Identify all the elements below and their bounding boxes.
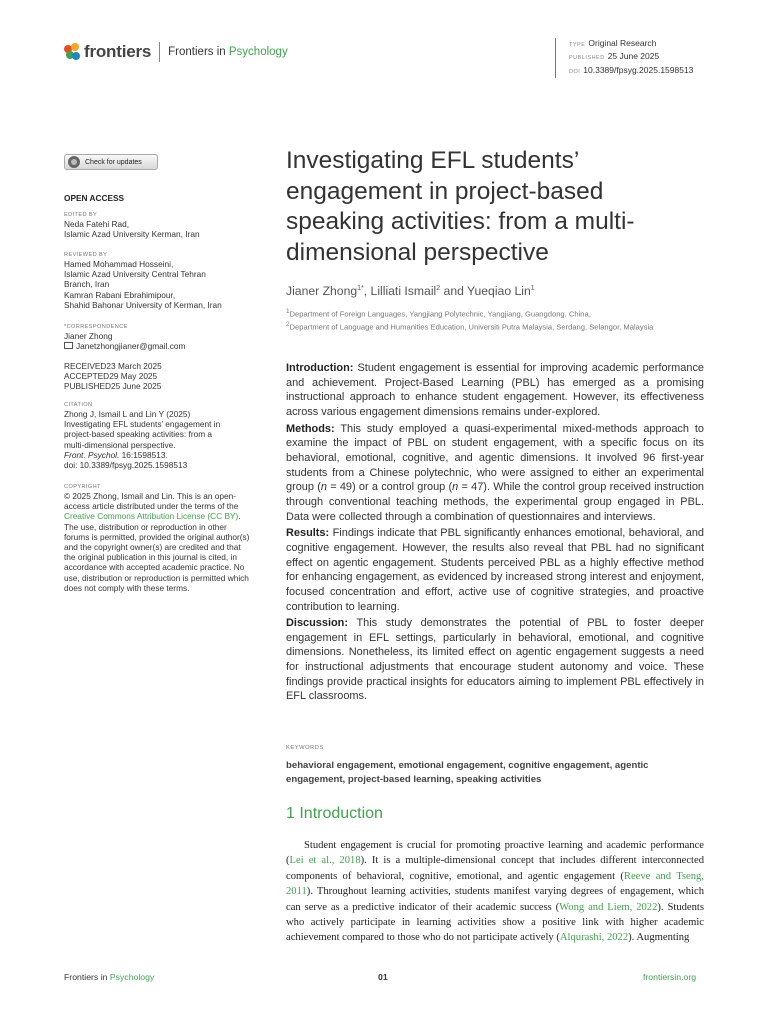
- email-icon: [64, 342, 73, 349]
- keywords: behavioral engagement, emotional engagement, cognitive engagement, agentic engagement, project-based learning, speaking activities: [286, 760, 649, 785]
- section-heading: 1 Introduction: [286, 805, 383, 822]
- check-for-updates-button[interactable]: Check for updates: [64, 154, 158, 170]
- abstract-discussion: Discussion: This study demonstrates the potential of PBL to foster deeper engagement in EFL settings, particularly in behavioral, emotional, and cognitive dimensions. Nonetheless, its limited effect on agentic engagement suggests a need for instructional adjustments that encourage student autonomy and voice. These findings provide practical insights for educators aiming to implement PBL effectively in EFL classrooms.: [286, 617, 704, 703]
- logo-divider: [159, 42, 160, 62]
- published-date: 25 June 2025: [607, 51, 660, 62]
- article-type: Original Research: [588, 38, 657, 48]
- reference-link[interactable]: Alqurashi, 2022: [559, 932, 629, 944]
- citation: CITATION Zhong J, Ismail L and Lin Y (2025) Investigating EFL students’ engagement in project-based speaking activities: from a multi-dimensional perspective. Front. Psychol. 16:1598513. doi: 10.3389/fpsyg.2025.1598513: [64, 401, 254, 470]
- citation-doi[interactable]: doi: 10.3389/fpsyg.2025.1598513: [64, 460, 188, 471]
- body-paragraph: Student engagement is crucial for promoting proactive learning and academic performance (Lei et al., 2018). It is a multiple-dimensional concept that includes different interconnected components of behavioral, cognitive, emotional, and agentic engagement (Reeve and Tseng, 2011). Throughout learning activities, students manifest varying degrees of engagement, which can serve as a predictive indicator of their academic success (Wong and Liem, 2022). Students who actively participate in learning activities show a positive link with higher academic achievement compared to those who do not participate actively (Alqurashi, 2022). Augmenting: [286, 840, 704, 944]
- article-meta: TYPE Original Research PUBLISHED 25 June 2025 DOI 10.3389/fpsyg.2025.1598513: [555, 38, 693, 78]
- affiliations: $^1$Department of Foreign Languages, Yangjiang Polytechnic, Yangjiang, Guangdong, China, $^2$Department of Language and Humanities Education, Universiti Putra Malaysia, Serdang, Selangor, Malaysia: [286, 308, 654, 332]
- reference-link[interactable]: Lei et al., 2018: [289, 855, 361, 867]
- update-check-icon: [68, 156, 80, 168]
- abstract-results: Results: Findings indicate that PBL significantly enhances emotional, behavioral, and cognitive engagement. However, the results also reveal that PBL had no significant effect on agentic engagement. Students perceived PBL as a highly effective method for enhancing engagement, as evidenced by increased strong interest and enjoyment, focused concentration and effort, active use of cognitive strategies, and proactive contribution to learning.: [286, 527, 704, 613]
- logo-wordmark: frontiers: [84, 42, 152, 61]
- footer-site-link[interactable]: frontiersin.org: [643, 972, 697, 982]
- author-name[interactable]: Jianer Zhong: [286, 284, 358, 298]
- correspondence: *CORRESPONDENCE Jianer Zhong Janetzhongjianer@gmail.com: [64, 324, 186, 352]
- reviewed-by: REVIEWED BY Hamed Mohammad Hosseini, Islamic Azad University Central Tehran Branch, Iran Kamran Rabani Ebrahimipour, Shahid Bahonar University of Kerman, Iran: [64, 252, 222, 310]
- article-title: Investigating EFL students’ engagement in project-based speaking activities: from a multi-dimensional perspective: [286, 147, 635, 266]
- keywords-label: KEYWORDS: [286, 745, 324, 751]
- history-dates: RECEIVED23 March 2025 ACCEPTED29 May 2025 PUBLISHED25 June 2025: [64, 361, 162, 392]
- author-name[interactable]: Yueqiao Lin: [467, 284, 531, 298]
- page-number: 01: [378, 972, 388, 982]
- open-access-label: OPEN ACCESS: [64, 193, 125, 203]
- author-list: Jianer Zhong$^{1*}$, Lilliati Ismail$^2$ and Yueqiao Lin$^1$: [286, 284, 535, 298]
- cc-license-link[interactable]: Creative Commons Attribution License (CC BY): [64, 511, 239, 522]
- reference-link[interactable]: Wong and Liem, 2022: [559, 901, 658, 913]
- journal-name[interactable]: Frontiers in Psychology: [168, 46, 288, 58]
- reference-link[interactable]: Reeve and Tseng, 2011: [286, 870, 704, 898]
- abstract-introduction: Introduction: Student engagement is essential for improving academic performance and achievement. Project-Based Learning (PBL) has emerged as a promising instructional approach to enhance student engagement. However, its effectiveness across various engagement dimensions remains under-explored.: [286, 362, 704, 418]
- copyright: COPYRIGHT © 2025 Zhong, Ismail and Lin. This is an open-access article distributed under the terms of the Creative Commons Attribution License (CC BY). The use, distribution or reproduction in other forums is permitted, provided the original author(s) and the copyright owner(s) are credited and that the original publication in this journal is cited, in accordance with accepted academic practice. No use, distribution or reproduction is permitted which does not comply with these terms.: [64, 484, 250, 593]
- edited-by: EDITED BY Neda Fatehi Rad, Islamic Azad University Kerman, Iran: [64, 212, 200, 240]
- frontiers-logo[interactable]: [64, 42, 288, 62]
- abstract: [286, 361, 704, 706]
- author-name[interactable]: Lilliati Ismail: [370, 284, 437, 298]
- doi[interactable]: 10.3389/fpsyg.2025.1598513: [583, 64, 694, 75]
- abstract-methods: Methods: This study employed a quasi-experimental mixed-methods approach to examine the impact of PBL on student engagement, with a specific focus on its behavioral, emotional, cognitive, and agentic dimensions. It involved 96 first-year students from a Chinese polytechnic, who were assigned to either an experimental group (n = 49) or a control group (n = 47). While the control group received instruction through conventional teaching methods, the experimental group engaged in PBL. Data were collected through a combination of questionnaires and interviews.: [286, 422, 705, 523]
- correspondence-email[interactable]: Janetzhongjianer@gmail.com: [76, 341, 186, 352]
- footer-journal[interactable]: Frontiers in Psychology: [64, 972, 155, 982]
- frontiers-logo-icon: [64, 43, 80, 61]
